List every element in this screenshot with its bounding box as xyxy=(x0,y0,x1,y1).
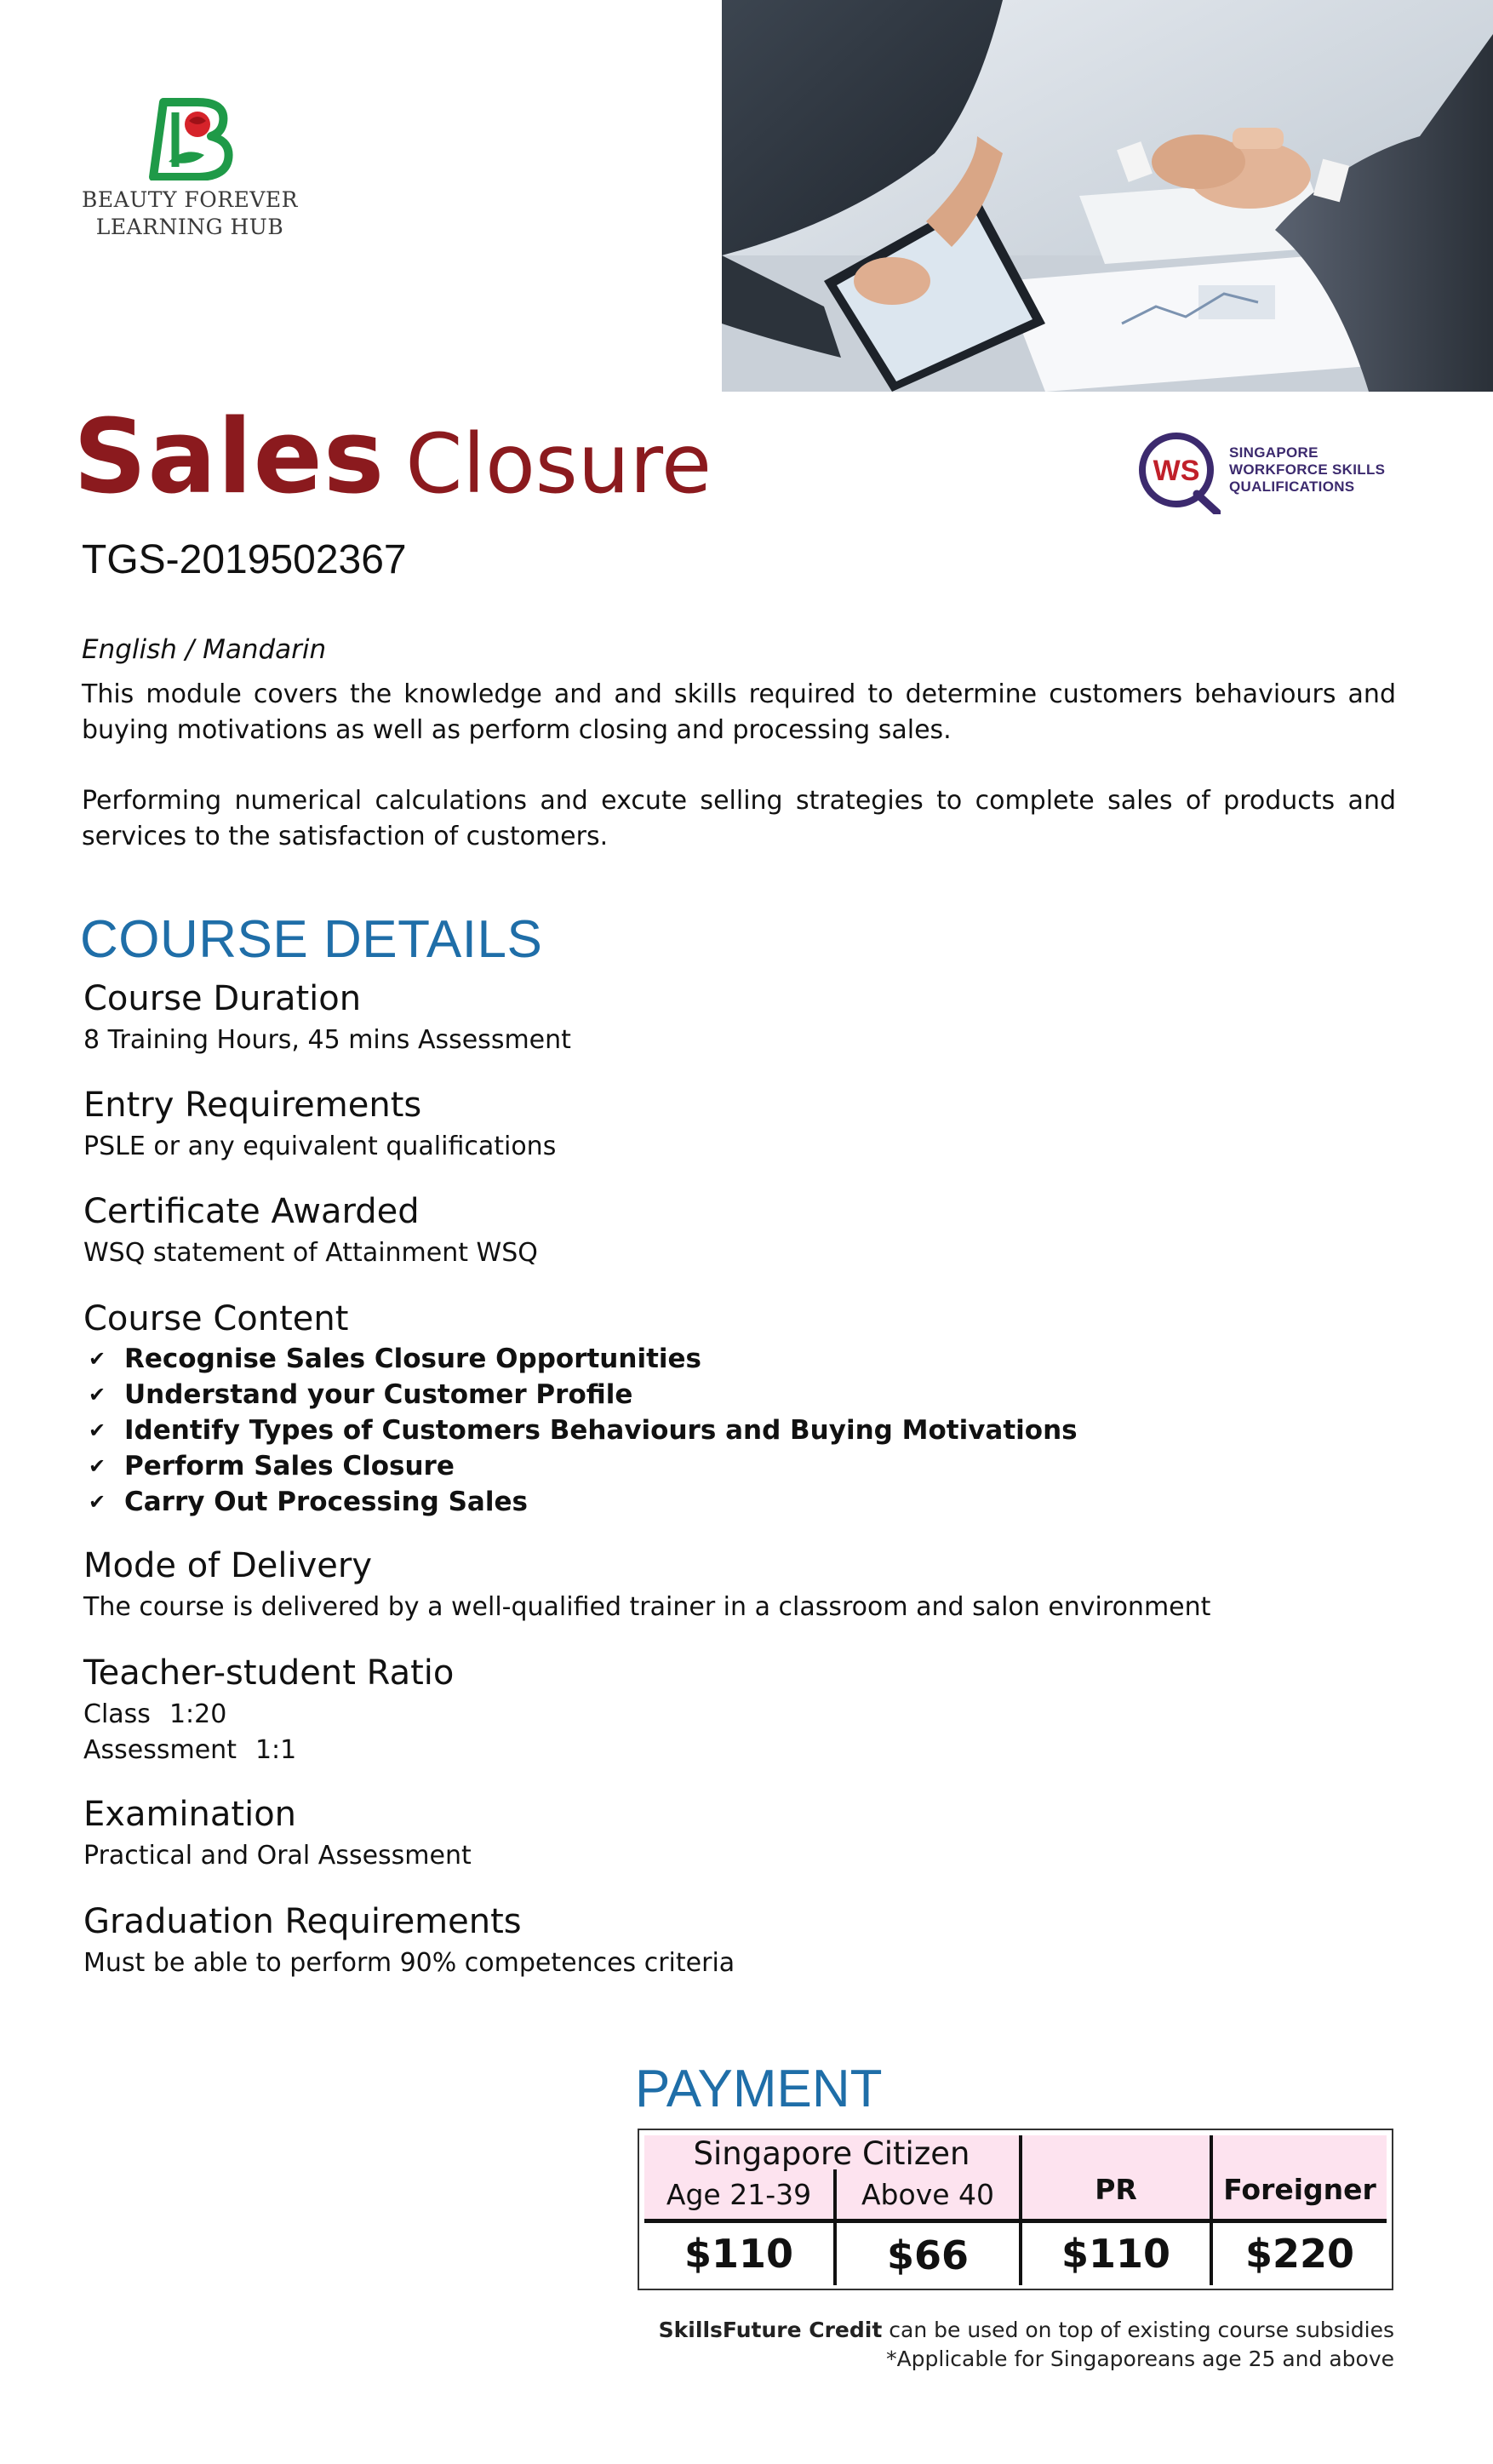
content-item: ✔ Recognise Sales Closure Opportunities xyxy=(89,1344,701,1374)
price-table xyxy=(638,2129,1393,2290)
course-details-heading: COURSE DETAILS xyxy=(80,910,543,969)
duration-title: Course Duration xyxy=(83,979,362,1018)
price-age-21-39: $110 xyxy=(684,2231,794,2277)
content-item: ✔ Carry Out Processing Sales xyxy=(89,1487,528,1517)
ratio-title: Teacher-student Ratio xyxy=(83,1653,455,1693)
check-icon: ✔ xyxy=(89,1490,106,1514)
skillsfuture-credit-label: SkillsFuture Credit xyxy=(658,2318,883,2342)
content-item: ✔ Identify Types of Customers Behaviours and Buying Motivations xyxy=(89,1415,1078,1446)
wsq-ring-icon xyxy=(1135,429,1221,514)
check-icon: ✔ xyxy=(89,1454,106,1478)
exam-value: Practical and Oral Assessment xyxy=(83,1841,472,1871)
intro-paragraph-1: This module covers the knowledge and and skills required to determine customers behaviours and buying motivations as well as perform closing and processing sales. xyxy=(82,679,1396,745)
ratio-class xyxy=(83,1699,226,1729)
skillsfuture-note xyxy=(659,2318,1394,2342)
exam-title: Examination xyxy=(83,1795,297,1834)
ratio-assessment xyxy=(83,1735,296,1765)
wsq-line-2: WORKFORCE SKILLS xyxy=(1229,461,1386,478)
pr-header: PR xyxy=(1095,2173,1137,2206)
graduation-value: Must be able to perform 90% competences criteria xyxy=(83,1948,735,1978)
foreigner-header: Foreigner xyxy=(1223,2173,1376,2206)
certificate-title: Certificate Awarded xyxy=(83,1192,420,1231)
course-languages: English / Mandarin xyxy=(82,634,327,665)
citizen-header: Singapore Citizen xyxy=(693,2135,970,2172)
delivery-title: Mode of Delivery xyxy=(83,1546,373,1585)
ratio-class-label: Class xyxy=(83,1699,151,1729)
wsq-line-1: SINGAPORE xyxy=(1229,444,1319,461)
brand-logo xyxy=(75,95,305,249)
entry-value: PSLE or any equivalent qualifications xyxy=(83,1132,557,1161)
wsq-mark: WS xyxy=(1153,455,1200,487)
wsq-line-3: QUALIFICATIONS xyxy=(1229,478,1355,495)
ratio-assessment-label: Assessment xyxy=(83,1735,237,1765)
content-title: Course Content xyxy=(83,1299,349,1338)
delivery-value: The course is delivered by a well-qualified trainer in a classroom and salon environment xyxy=(83,1592,1211,1622)
ratio-assessment-value: 1:1 xyxy=(255,1735,297,1765)
brand-name-line-1: BEAUTY FOREVER xyxy=(82,187,298,212)
course-title xyxy=(73,398,712,517)
certificate-value: WSQ statement of Attainment WSQ xyxy=(83,1238,538,1268)
check-icon: ✔ xyxy=(89,1383,106,1407)
price-pr: $110 xyxy=(1061,2231,1171,2277)
above-40-header: Above 40 xyxy=(861,2178,995,2211)
table-header-rule xyxy=(644,2219,1387,2223)
check-icon: ✔ xyxy=(89,1347,106,1371)
rose-b-logo-icon xyxy=(145,95,238,181)
duration-value: 8 Training Hours, 45 mins Assessment xyxy=(83,1025,571,1055)
wsq-logo xyxy=(1135,429,1408,514)
hero-photo xyxy=(722,0,1493,392)
price-above-40: $66 xyxy=(886,2232,970,2278)
ratio-class-value: 1:20 xyxy=(169,1699,227,1729)
applicable-note: *Applicable for Singaporeans age 25 and above xyxy=(886,2347,1394,2371)
payment-heading: PAYMENT xyxy=(635,2060,883,2118)
content-item: ✔ Perform Sales Closure xyxy=(89,1451,455,1481)
course-title-regular: Closure xyxy=(405,416,712,512)
content-item: ✔ Understand your Customer Profile xyxy=(89,1379,633,1410)
course-title-bold: Sales xyxy=(73,398,386,517)
age-21-39-header: Age 21-39 xyxy=(666,2178,812,2211)
course-code: TGS-2019502367 xyxy=(82,537,407,582)
skillsfuture-note-text: can be used on top of existing course subsidies xyxy=(882,2318,1394,2342)
graduation-title: Graduation Requirements xyxy=(83,1902,522,1941)
check-icon: ✔ xyxy=(89,1418,106,1442)
entry-title: Entry Requirements xyxy=(83,1086,422,1125)
price-foreigner: $220 xyxy=(1244,2231,1355,2277)
intro-paragraph-2: Performing numerical calculations and excute selling strategies to complete sales of products and services to the satisfaction of customers. xyxy=(82,786,1396,851)
brand-name-line-2: LEARNING HUB xyxy=(95,215,284,239)
business-handshake-photo xyxy=(722,0,1493,392)
